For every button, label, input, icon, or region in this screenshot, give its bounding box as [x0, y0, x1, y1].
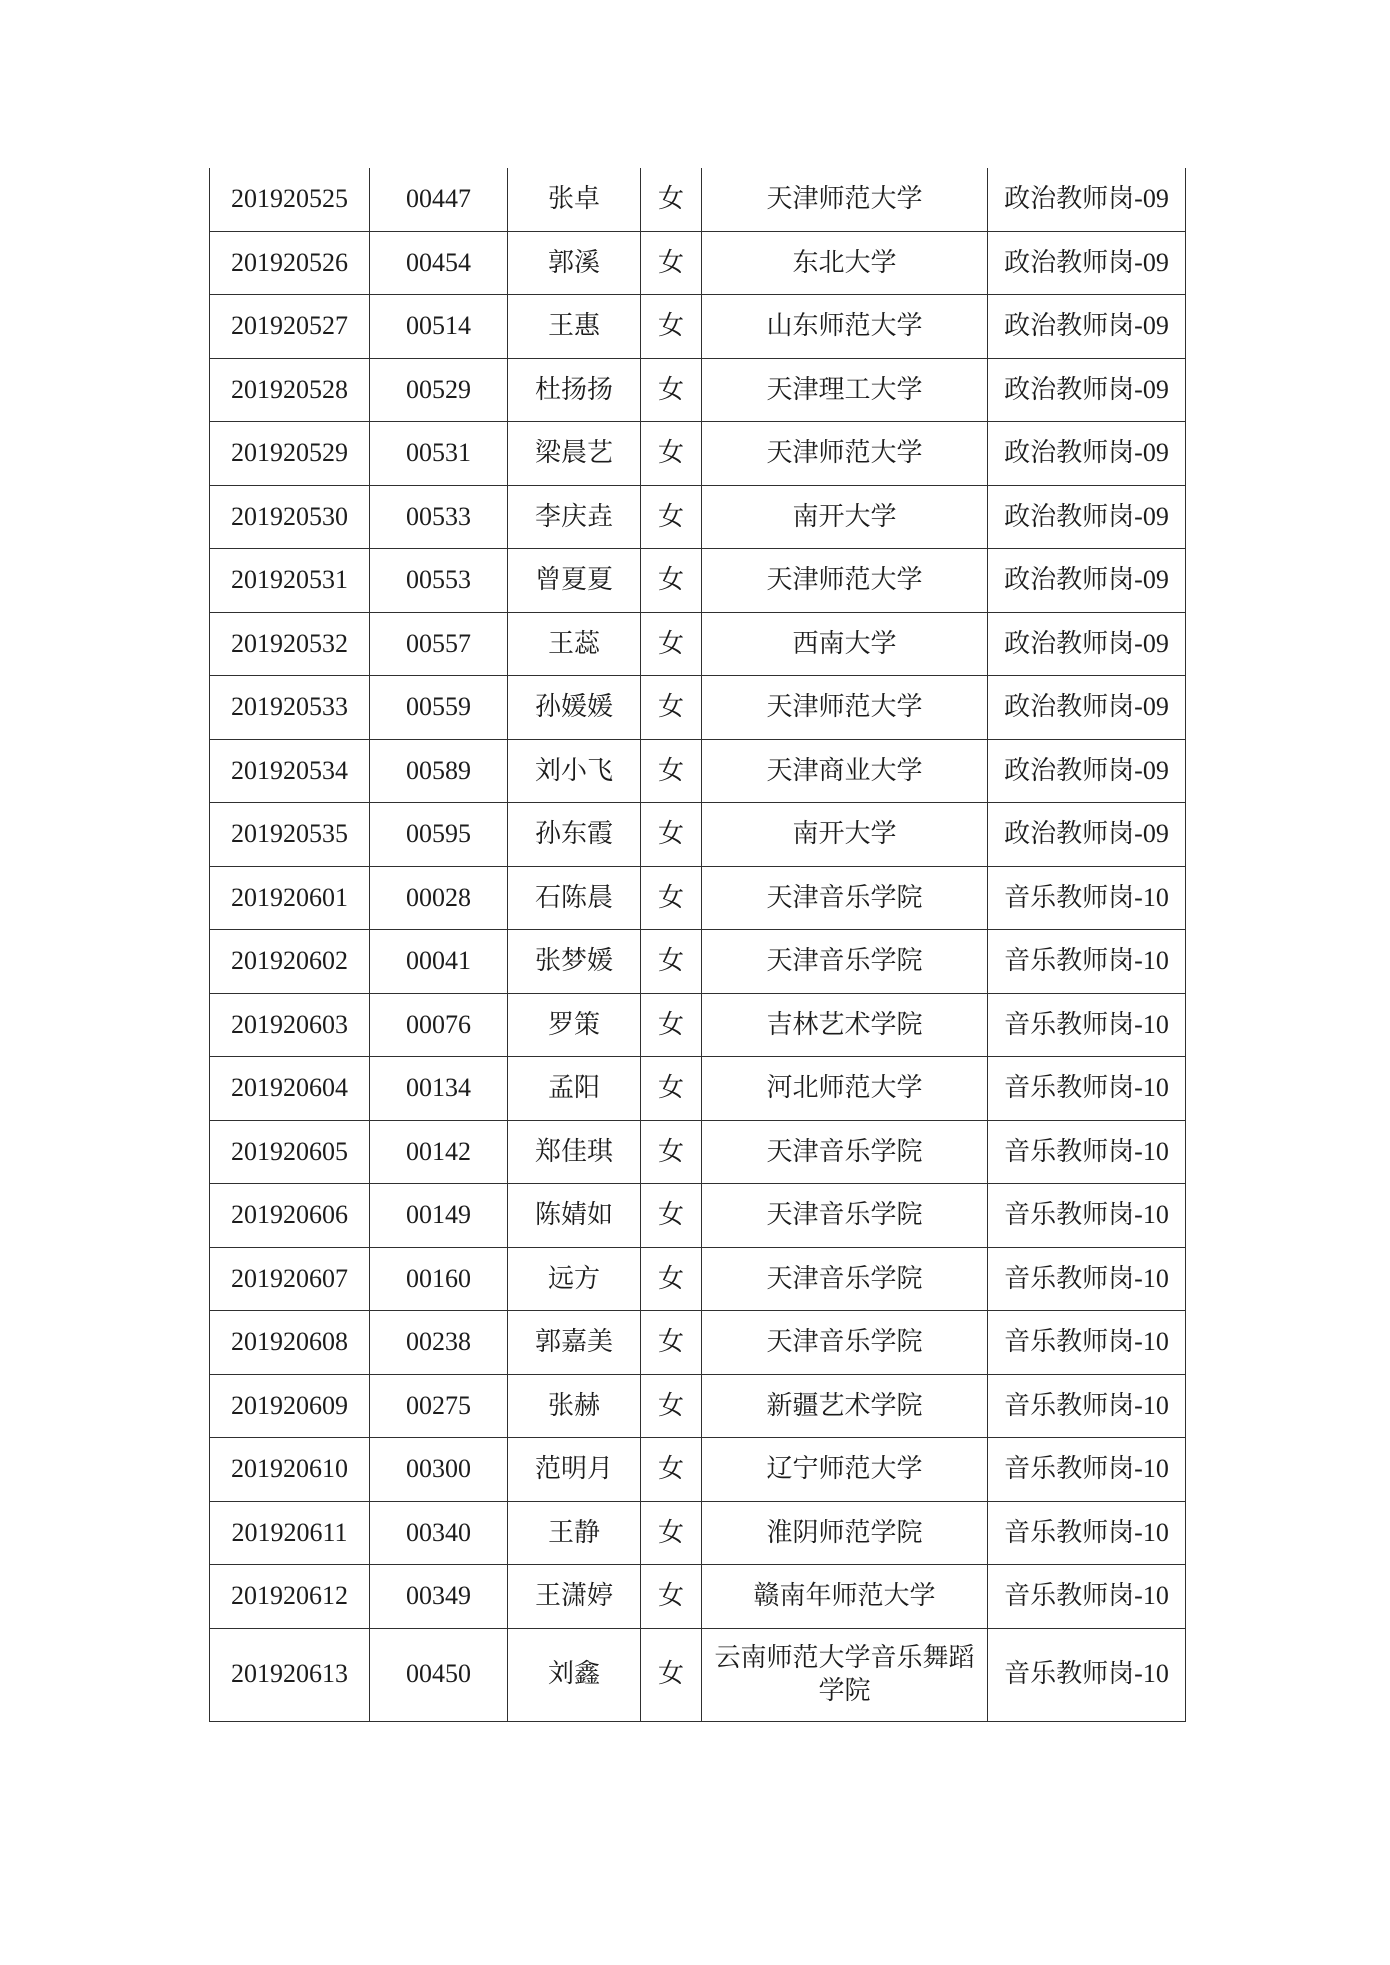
gender-cell: 女 — [641, 231, 702, 295]
table-row — [210, 866, 1186, 930]
position-cell: 政治教师岗-09 — [988, 676, 1186, 740]
university-cell: 吉林艺术学院 — [702, 993, 988, 1057]
name-cell: 王蕊 — [508, 612, 641, 676]
position-cell: 政治教师岗-09 — [988, 358, 1186, 422]
university-cell: 天津音乐学院 — [702, 1311, 988, 1375]
candidate-id-cell: 201920613 — [210, 1628, 370, 1721]
university-cell: 天津理工大学 — [702, 358, 988, 422]
university-cell: 新疆艺术学院 — [702, 1374, 988, 1438]
university-cell: 南开大学 — [702, 803, 988, 867]
exam-code-cell: 00531 — [370, 422, 508, 486]
candidate-id-cell: 201920525 — [210, 168, 370, 231]
name-cell: 张卓 — [508, 168, 641, 231]
name-cell: 陈婧如 — [508, 1184, 641, 1248]
position-cell: 音乐教师岗-10 — [988, 866, 1186, 930]
name-cell: 郭溪 — [508, 231, 641, 295]
exam-code-cell: 00595 — [370, 803, 508, 867]
name-cell: 王静 — [508, 1501, 641, 1565]
name-cell: 石陈晨 — [508, 866, 641, 930]
exam-code-cell: 00340 — [370, 1501, 508, 1565]
position-cell: 政治教师岗-09 — [988, 739, 1186, 803]
table-row — [210, 168, 1186, 231]
name-cell: 张梦媛 — [508, 930, 641, 994]
position-cell: 音乐教师岗-10 — [988, 1374, 1186, 1438]
position-cell: 政治教师岗-09 — [988, 549, 1186, 613]
table-row — [210, 1184, 1186, 1248]
position-cell: 政治教师岗-09 — [988, 422, 1186, 486]
exam-code-cell: 00454 — [370, 231, 508, 295]
table-row — [210, 358, 1186, 422]
name-cell: 王惠 — [508, 295, 641, 359]
university-cell: 辽宁师范大学 — [702, 1438, 988, 1502]
gender-cell: 女 — [641, 295, 702, 359]
university-cell: 天津音乐学院 — [702, 1184, 988, 1248]
exam-code-cell: 00300 — [370, 1438, 508, 1502]
table-row — [210, 676, 1186, 740]
table-row — [210, 422, 1186, 486]
candidate-id-cell: 201920531 — [210, 549, 370, 613]
candidate-id-cell: 201920534 — [210, 739, 370, 803]
name-cell: 罗策 — [508, 993, 641, 1057]
name-cell: 郑佳琪 — [508, 1120, 641, 1184]
table-row — [210, 485, 1186, 549]
name-cell: 范明月 — [508, 1438, 641, 1502]
name-cell: 李庆垚 — [508, 485, 641, 549]
candidate-id-cell: 201920604 — [210, 1057, 370, 1121]
exam-code-cell: 00142 — [370, 1120, 508, 1184]
university-cell: 天津音乐学院 — [702, 866, 988, 930]
table-row — [210, 231, 1186, 295]
position-cell: 音乐教师岗-10 — [988, 1120, 1186, 1184]
candidate-id-cell: 201920526 — [210, 231, 370, 295]
position-cell: 音乐教师岗-10 — [988, 1438, 1186, 1502]
table-row — [210, 1501, 1186, 1565]
name-cell: 张赫 — [508, 1374, 641, 1438]
name-cell: 刘小飞 — [508, 739, 641, 803]
university-cell: 东北大学 — [702, 231, 988, 295]
gender-cell: 女 — [641, 1311, 702, 1375]
name-cell: 远方 — [508, 1247, 641, 1311]
gender-cell: 女 — [641, 549, 702, 613]
university-cell: 云南师范大学音乐舞蹈学院 — [702, 1628, 988, 1721]
name-cell: 孙媛媛 — [508, 676, 641, 740]
university-cell: 山东师范大学 — [702, 295, 988, 359]
candidate-id-cell: 201920601 — [210, 866, 370, 930]
gender-cell: 女 — [641, 358, 702, 422]
university-cell: 天津师范大学 — [702, 422, 988, 486]
exam-code-cell: 00529 — [370, 358, 508, 422]
name-cell: 郭嘉美 — [508, 1311, 641, 1375]
exam-code-cell: 00553 — [370, 549, 508, 613]
university-cell: 赣南年师范大学 — [702, 1565, 988, 1629]
candidate-id-cell: 201920529 — [210, 422, 370, 486]
exam-code-cell: 00450 — [370, 1628, 508, 1721]
name-cell: 王潇婷 — [508, 1565, 641, 1629]
table-row — [210, 549, 1186, 613]
table-row — [210, 295, 1186, 359]
position-cell: 音乐教师岗-10 — [988, 1628, 1186, 1721]
university-cell: 淮阴师范学院 — [702, 1501, 988, 1565]
candidate-id-cell: 201920612 — [210, 1565, 370, 1629]
gender-cell: 女 — [641, 1565, 702, 1629]
position-cell: 音乐教师岗-10 — [988, 930, 1186, 994]
gender-cell: 女 — [641, 1184, 702, 1248]
position-cell: 政治教师岗-09 — [988, 168, 1186, 231]
exam-code-cell: 00160 — [370, 1247, 508, 1311]
university-cell: 天津商业大学 — [702, 739, 988, 803]
exam-code-cell: 00076 — [370, 993, 508, 1057]
gender-cell: 女 — [641, 1120, 702, 1184]
candidate-id-cell: 201920533 — [210, 676, 370, 740]
university-cell: 天津音乐学院 — [702, 1120, 988, 1184]
exam-code-cell: 00447 — [370, 168, 508, 231]
name-cell: 刘鑫 — [508, 1628, 641, 1721]
candidate-id-cell: 201920606 — [210, 1184, 370, 1248]
gender-cell: 女 — [641, 612, 702, 676]
table-row — [210, 1438, 1186, 1502]
gender-cell: 女 — [641, 1628, 702, 1721]
position-cell: 音乐教师岗-10 — [988, 1501, 1186, 1565]
position-cell: 音乐教师岗-10 — [988, 1565, 1186, 1629]
roster-table-body — [210, 168, 1186, 1721]
table-row — [210, 612, 1186, 676]
candidate-id-cell: 201920605 — [210, 1120, 370, 1184]
position-cell: 政治教师岗-09 — [988, 231, 1186, 295]
table-row — [210, 993, 1186, 1057]
position-cell: 音乐教师岗-10 — [988, 1184, 1186, 1248]
gender-cell: 女 — [641, 1247, 702, 1311]
candidate-id-cell: 201920527 — [210, 295, 370, 359]
table-row — [210, 930, 1186, 994]
table-row — [210, 1374, 1186, 1438]
gender-cell: 女 — [641, 1057, 702, 1121]
table-row — [210, 1628, 1186, 1721]
table-row — [210, 739, 1186, 803]
candidate-id-cell: 201920528 — [210, 358, 370, 422]
university-cell: 天津师范大学 — [702, 549, 988, 613]
gender-cell: 女 — [641, 930, 702, 994]
gender-cell: 女 — [641, 803, 702, 867]
position-cell: 音乐教师岗-10 — [988, 1247, 1186, 1311]
candidate-id-cell: 201920535 — [210, 803, 370, 867]
exam-code-cell: 00557 — [370, 612, 508, 676]
table-row — [210, 1120, 1186, 1184]
university-cell: 天津音乐学院 — [702, 1247, 988, 1311]
exam-code-cell: 00559 — [370, 676, 508, 740]
gender-cell: 女 — [641, 993, 702, 1057]
candidate-id-cell: 201920608 — [210, 1311, 370, 1375]
gender-cell: 女 — [641, 1438, 702, 1502]
gender-cell: 女 — [641, 485, 702, 549]
position-cell: 音乐教师岗-10 — [988, 1311, 1186, 1375]
exam-code-cell: 00149 — [370, 1184, 508, 1248]
name-cell: 曾夏夏 — [508, 549, 641, 613]
gender-cell: 女 — [641, 866, 702, 930]
name-cell: 杜扬扬 — [508, 358, 641, 422]
position-cell: 政治教师岗-09 — [988, 803, 1186, 867]
gender-cell: 女 — [641, 1501, 702, 1565]
gender-cell: 女 — [641, 1374, 702, 1438]
exam-code-cell: 00028 — [370, 866, 508, 930]
candidate-id-cell: 201920530 — [210, 485, 370, 549]
candidate-id-cell: 201920603 — [210, 993, 370, 1057]
university-cell: 天津师范大学 — [702, 676, 988, 740]
gender-cell: 女 — [641, 168, 702, 231]
exam-code-cell: 00238 — [370, 1311, 508, 1375]
candidate-id-cell: 201920607 — [210, 1247, 370, 1311]
table-row — [210, 1247, 1186, 1311]
exam-code-cell: 00134 — [370, 1057, 508, 1121]
gender-cell: 女 — [641, 422, 702, 486]
exam-code-cell: 00589 — [370, 739, 508, 803]
position-cell: 政治教师岗-09 — [988, 485, 1186, 549]
candidate-id-cell: 201920610 — [210, 1438, 370, 1502]
position-cell: 政治教师岗-09 — [988, 295, 1186, 359]
exam-code-cell: 00349 — [370, 1565, 508, 1629]
exam-code-cell: 00041 — [370, 930, 508, 994]
university-cell: 天津音乐学院 — [702, 930, 988, 994]
university-cell: 南开大学 — [702, 485, 988, 549]
exam-code-cell: 00275 — [370, 1374, 508, 1438]
university-cell: 河北师范大学 — [702, 1057, 988, 1121]
name-cell: 梁晨艺 — [508, 422, 641, 486]
exam-code-cell: 00514 — [370, 295, 508, 359]
name-cell: 孟阳 — [508, 1057, 641, 1121]
candidate-id-cell: 201920609 — [210, 1374, 370, 1438]
table-row — [210, 1311, 1186, 1375]
position-cell: 政治教师岗-09 — [988, 612, 1186, 676]
gender-cell: 女 — [641, 739, 702, 803]
candidate-id-cell: 201920602 — [210, 930, 370, 994]
table-row — [210, 1565, 1186, 1629]
candidate-id-cell: 201920532 — [210, 612, 370, 676]
candidate-id-cell: 201920611 — [210, 1501, 370, 1565]
table-row — [210, 803, 1186, 867]
candidate-roster-table — [209, 168, 1186, 1722]
table-row — [210, 1057, 1186, 1121]
name-cell: 孙东霞 — [508, 803, 641, 867]
position-cell: 音乐教师岗-10 — [988, 993, 1186, 1057]
position-cell: 音乐教师岗-10 — [988, 1057, 1186, 1121]
university-cell: 西南大学 — [702, 612, 988, 676]
university-cell: 天津师范大学 — [702, 168, 988, 231]
exam-code-cell: 00533 — [370, 485, 508, 549]
gender-cell: 女 — [641, 676, 702, 740]
